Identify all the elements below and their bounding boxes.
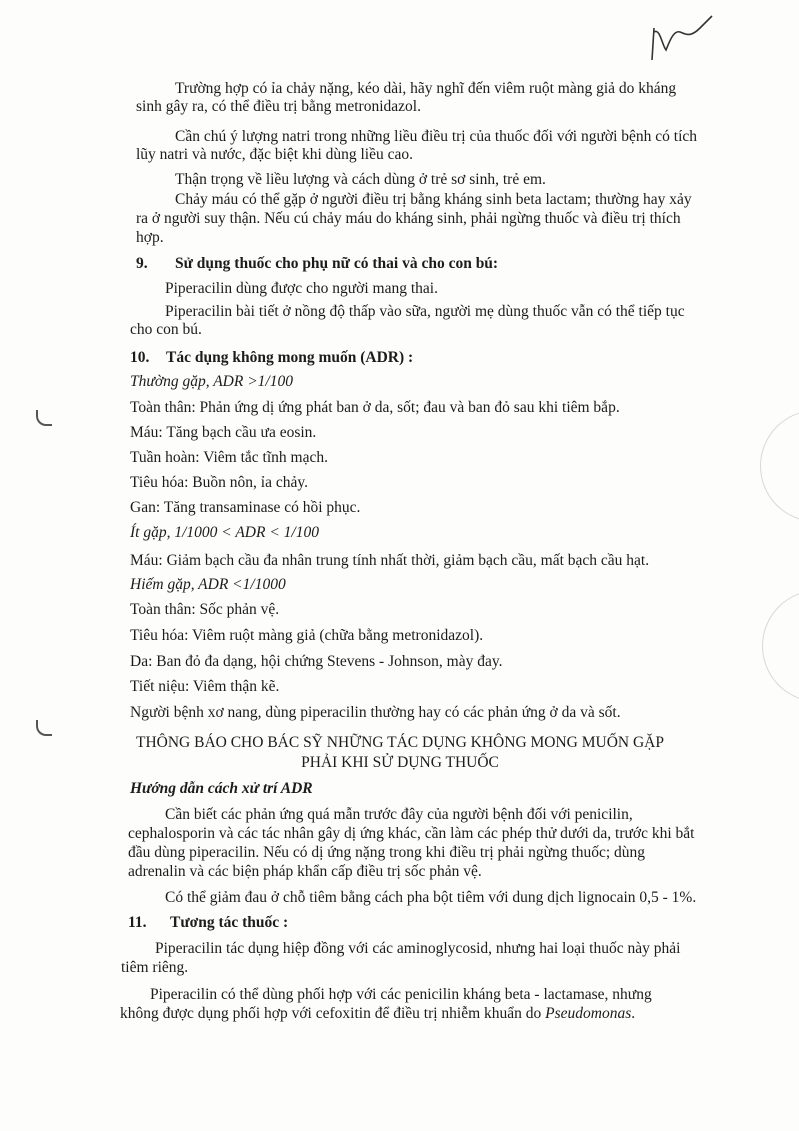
section-title: Tương tác thuốc : [170, 914, 289, 931]
notice-heading: PHẢI KHI SỬ DỤNG THUỐC [301, 754, 499, 771]
body-line: Piperacilin có thể dùng phối hợp với các penicilin kháng beta - lactamase, nhưng [150, 986, 652, 1003]
body-line: cho con bú. [130, 321, 202, 338]
adr-item: Gan: Tăng transaminase có hồi phục. [130, 499, 361, 516]
body-text: không được dụng phối hợp với cefoxitin để điều trị nhiễm khuẩn do [120, 1005, 546, 1022]
body-line: Trường hợp có ỉa chảy nặng, kéo dài, hãy nghĩ đến viêm ruột màng giả do kháng [175, 80, 677, 97]
section-title: Sử dụng thuốc cho phụ nữ có thai và cho con bú: [175, 255, 499, 272]
adr-item: Máu: Giảm bạch cầu đa nhân trung tính nhất thời, giảm bạch cầu, mất bạch cầu hạt. [130, 552, 650, 569]
section-number: 11. [128, 914, 147, 931]
adr-item: Người bệnh xơ nang, dùng piperacilin thường hay có các phản ứng ở da và sốt. [130, 704, 621, 721]
body-line: Cần chú ý lượng natri trong những liều điều trị của thuốc đối với người bệnh có tích [175, 128, 698, 145]
body-line: cephalosporin và các tác nhân gây dị ứng khác, cần làm các phép thử dưới da, trước khi bắt [128, 825, 695, 842]
body-line: tiêm riêng. [121, 959, 189, 976]
punch-hole-mark [36, 720, 52, 736]
adr-item: Máu: Tăng bạch cầu ưa eosin. [130, 424, 317, 441]
frequency-label: Thường gặp, ADR >1/100 [130, 373, 293, 390]
section-title: Tác dụng không mong muốn (ADR) : [166, 349, 414, 366]
body-line: Piperacilin bài tiết ở nồng độ thấp vào sữa, người mẹ dùng thuốc vẫn có thể tiếp tục [165, 303, 685, 320]
body-line: hợp. [136, 229, 164, 246]
body-line: lũy natri và nước, đặc biệt khi dùng liều cao. [136, 146, 414, 163]
body-line: Có thể giảm đau ở chỗ tiêm bằng cách pha bột tiêm với dung dịch lignocain 0,5 - 1%. [165, 889, 697, 906]
body-line: sinh gây ra, có thể điều trị bằng metronidazol. [136, 98, 421, 115]
body-line: Cần biết các phản ứng quá mẫn trước đây của người bệnh đối với penicilin, [165, 806, 633, 823]
guide-title: Hướng dẫn cách xử trí ADR [130, 780, 313, 797]
adr-item: Tiêu hóa: Viêm ruột màng giả (chữa bằng metronidazol). [130, 627, 484, 644]
adr-item: Tiêu hóa: Buồn nôn, ỉa chảy. [130, 474, 308, 491]
section-number: 9. [136, 255, 148, 272]
body-text: . [631, 1005, 636, 1022]
adr-item: Toàn thân: Phản ứng dị ứng phát ban ở da, sốt; đau và ban đỏ sau khi tiêm bắp. [130, 399, 620, 416]
section-number: 10. [130, 349, 150, 366]
stamp-mark [760, 410, 799, 522]
body-line: Piperacilin dùng được cho người mang thai. [165, 280, 438, 297]
body-line: Piperacilin tác dụng hiệp đồng với các aminoglycosid, nhưng hai loại thuốc này phải [155, 940, 681, 957]
body-line: Chảy máu có thể gặp ở người điều trị bằng kháng sinh beta lactam; thường hay xảy [175, 191, 692, 208]
punch-hole-mark [36, 410, 52, 426]
body-line: ra ở người suy thận. Nếu cú chảy máu do kháng sinh, phải ngừng thuốc và điều trị thích [136, 210, 681, 227]
body-line: Thận trọng về liều lượng và cách dùng ở trẻ sơ sinh, trẻ em. [175, 171, 546, 188]
handwritten-initials [640, 10, 720, 70]
frequency-label: Ít gặp, 1/1000 < ADR < 1/100 [130, 524, 319, 541]
stamp-mark [762, 590, 799, 702]
adr-item: Tuần hoàn: Viêm tắc tĩnh mạch. [130, 449, 328, 466]
adr-item: Da: Ban đỏ đa dạng, hội chứng Stevens - Johnson, mày đay. [130, 653, 503, 670]
organism-name: Pseudomonas [545, 1005, 632, 1022]
adr-item: Tiết niệu: Viêm thận kẽ. [130, 678, 280, 695]
body-line [120, 1004, 635, 1023]
frequency-label: Hiếm gặp, ADR <1/1000 [130, 576, 286, 593]
adr-item: Toàn thân: Sốc phản vệ. [130, 601, 280, 618]
notice-heading: THÔNG BÁO CHO BÁC SỸ NHỮNG TÁC DỤNG KHÔNG MONG MUỐN GẶP [136, 734, 664, 751]
body-line: đầu dùng piperacilin. Nếu có dị ứng nặng trong khi điều trị phải ngừng thuốc; dùng [128, 844, 646, 861]
body-line: adrenalin và các biện pháp khẩn cấp điều trị sốc phản vệ. [128, 863, 482, 880]
